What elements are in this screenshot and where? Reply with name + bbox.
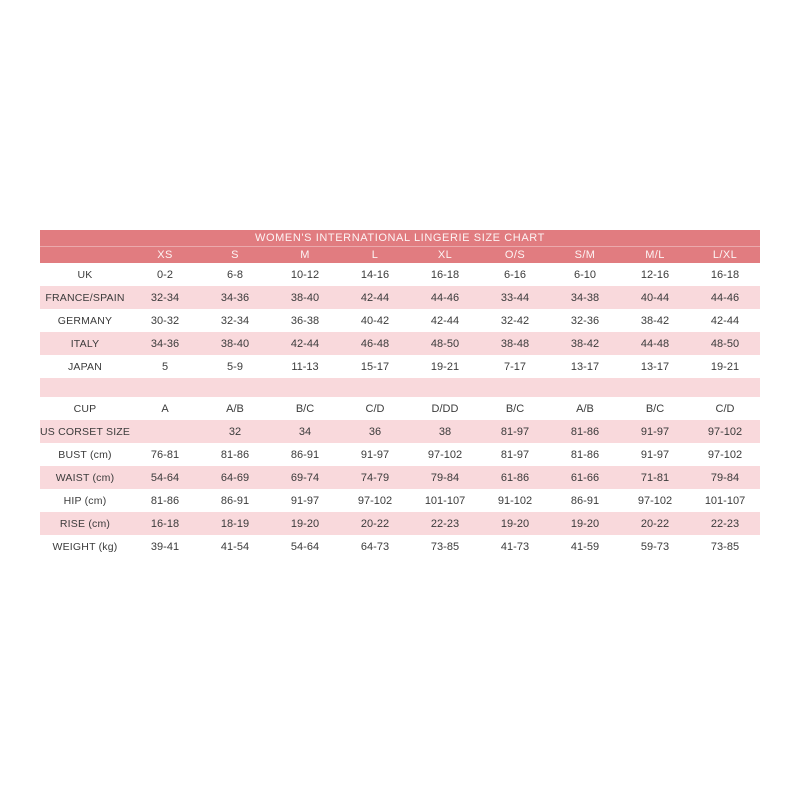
cell: 101-107 <box>424 494 466 507</box>
column-header: XS <box>157 249 173 261</box>
cell: 97-102 <box>707 425 743 438</box>
row-label: BUST (cm) <box>58 448 112 461</box>
cell: 86-91 <box>570 494 600 507</box>
cell: 38-42 <box>570 337 600 350</box>
table-row <box>40 443 760 466</box>
cell: 101-107 <box>704 494 746 507</box>
cell: D/DD <box>431 402 459 415</box>
column-header: M <box>300 249 310 261</box>
row-label: UK <box>77 268 93 281</box>
cell: 91-102 <box>497 494 533 507</box>
cell: 34-36 <box>150 337 180 350</box>
cell: 19-20 <box>290 517 320 530</box>
row-label: US CORSET SIZE <box>40 425 130 438</box>
cell: 34-38 <box>570 291 600 304</box>
cell: 91-97 <box>290 494 320 507</box>
cell: 38-40 <box>290 291 320 304</box>
cell: 40-42 <box>360 314 390 327</box>
cell: 5 <box>161 360 169 373</box>
cell: 42-44 <box>430 314 460 327</box>
cell: 16-18 <box>710 268 740 281</box>
cell: B/C <box>645 402 665 415</box>
column-header: XL <box>437 249 453 261</box>
column-header: M/L <box>645 249 665 261</box>
cell: 0-2 <box>157 268 173 281</box>
cell: 34-36 <box>220 291 250 304</box>
cell: 38-42 <box>640 314 670 327</box>
cell: 6-10 <box>573 268 597 281</box>
row-label: ITALY <box>70 337 100 350</box>
cell: 86-91 <box>220 494 250 507</box>
table-row <box>40 309 760 332</box>
cell: 38-40 <box>220 337 250 350</box>
spacer-row <box>40 378 760 397</box>
cell: 81-86 <box>570 448 600 461</box>
cell: 22-23 <box>710 517 740 530</box>
cell: 6-16 <box>503 268 527 281</box>
cell: 48-50 <box>710 337 740 350</box>
cell: 44-48 <box>640 337 670 350</box>
table-row <box>40 489 760 512</box>
table-row <box>40 512 760 535</box>
cell: 64-69 <box>220 471 250 484</box>
cell: 81-86 <box>570 425 600 438</box>
cell: 11-13 <box>291 360 319 373</box>
cell: 48-50 <box>430 337 460 350</box>
table-row <box>40 466 760 489</box>
cell: A/B <box>576 402 594 415</box>
cell: 59-73 <box>640 540 670 553</box>
cell: 14-16 <box>360 268 390 281</box>
cell: 81-86 <box>220 448 250 461</box>
cell: 13-17 <box>640 360 670 373</box>
cell: 61-66 <box>570 471 600 484</box>
table-row <box>40 535 760 558</box>
cell: 41-59 <box>570 540 600 553</box>
cell: 20-22 <box>640 517 670 530</box>
table-row <box>40 355 760 378</box>
cell: 91-97 <box>640 425 670 438</box>
column-header-row <box>40 247 760 263</box>
cell: 81-86 <box>150 494 180 507</box>
table-body <box>40 263 760 558</box>
cell: 41-54 <box>220 540 250 553</box>
row-label: CUP <box>73 402 97 415</box>
cell: 76-81 <box>150 448 180 461</box>
cell: 12-16 <box>640 268 670 281</box>
cell: C/D <box>715 402 735 415</box>
cell: A/B <box>226 402 244 415</box>
cell: 42-44 <box>290 337 320 350</box>
cell: 32-36 <box>570 314 600 327</box>
lingerie-size-chart-table <box>40 230 760 558</box>
cell: 81-97 <box>500 448 530 461</box>
cell: 44-46 <box>430 291 460 304</box>
cell: 7-17 <box>503 360 527 373</box>
cell: 34 <box>298 425 312 438</box>
cell: 22-23 <box>430 517 460 530</box>
cell: 73-85 <box>710 540 740 553</box>
column-header: L/XL <box>712 249 738 261</box>
column-header: S/M <box>574 249 596 261</box>
table-row <box>40 286 760 309</box>
cell: C/D <box>365 402 385 415</box>
cell: 33-44 <box>500 291 530 304</box>
cell: 32-42 <box>500 314 530 327</box>
cell: 13-17 <box>570 360 600 373</box>
cell: 79-84 <box>430 471 460 484</box>
cell: 18-19 <box>220 517 250 530</box>
table-row <box>40 263 760 286</box>
cell: B/C <box>505 402 525 415</box>
cell: A <box>161 402 169 415</box>
cell: 5-9 <box>227 360 243 373</box>
cell: 19-21 <box>430 360 460 373</box>
cell: 69-74 <box>290 471 320 484</box>
cell: 19-20 <box>500 517 530 530</box>
cell: 61-86 <box>500 471 530 484</box>
column-header: S <box>231 249 239 261</box>
cell: 41-73 <box>500 540 530 553</box>
cell: 97-102 <box>707 448 743 461</box>
cell: 19-20 <box>570 517 600 530</box>
row-label: RISE (cm) <box>59 517 111 530</box>
cell: 71-81 <box>640 471 670 484</box>
cell: 32-34 <box>220 314 250 327</box>
cell: 97-102 <box>357 494 393 507</box>
cell: B/C <box>295 402 315 415</box>
row-label: WEIGHT (kg) <box>52 540 118 553</box>
cell: 91-97 <box>640 448 670 461</box>
cell: 36 <box>368 425 382 438</box>
cell: 10-12 <box>290 268 320 281</box>
cell: 97-102 <box>427 448 463 461</box>
cell: 30-32 <box>150 314 180 327</box>
row-label: WAIST (cm) <box>55 471 115 484</box>
cell: 44-46 <box>710 291 740 304</box>
cell: 20-22 <box>360 517 390 530</box>
table-row <box>40 397 760 420</box>
cell: 97-102 <box>637 494 673 507</box>
cell: 79-84 <box>710 471 740 484</box>
cell: 38-48 <box>500 337 530 350</box>
cell: 16-18 <box>150 517 180 530</box>
cell: 15-17 <box>360 360 390 373</box>
column-header: L <box>371 249 379 261</box>
cell: 16-18 <box>430 268 460 281</box>
cell: 36-38 <box>290 314 320 327</box>
row-label: FRANCE/SPAIN <box>45 291 125 304</box>
cell: 86-91 <box>290 448 320 461</box>
cell: 64-73 <box>360 540 390 553</box>
table-row <box>40 420 760 443</box>
row-label: GERMANY <box>57 314 113 327</box>
cell: 54-64 <box>290 540 320 553</box>
cell: 42-44 <box>710 314 740 327</box>
cell: 39-41 <box>150 540 180 553</box>
cell: 74-79 <box>360 471 390 484</box>
cell: 54-64 <box>150 471 180 484</box>
cell: 46-48 <box>360 337 390 350</box>
cell: 19-21 <box>710 360 740 373</box>
row-label: HIP (cm) <box>63 494 107 507</box>
cell: 73-85 <box>430 540 460 553</box>
cell: 6-8 <box>227 268 243 281</box>
row-label: JAPAN <box>67 360 103 373</box>
column-header: O/S <box>504 249 526 261</box>
table-row <box>40 332 760 355</box>
cell: 38 <box>438 425 452 438</box>
cell: 91-97 <box>360 448 390 461</box>
cell: 32-34 <box>150 291 180 304</box>
cell: 81-97 <box>500 425 530 438</box>
cell: 40-44 <box>640 291 670 304</box>
cell: 32 <box>228 425 242 438</box>
cell: 42-44 <box>360 291 390 304</box>
chart-title: WOMEN'S INTERNATIONAL LINGERIE SIZE CHART <box>40 230 760 247</box>
